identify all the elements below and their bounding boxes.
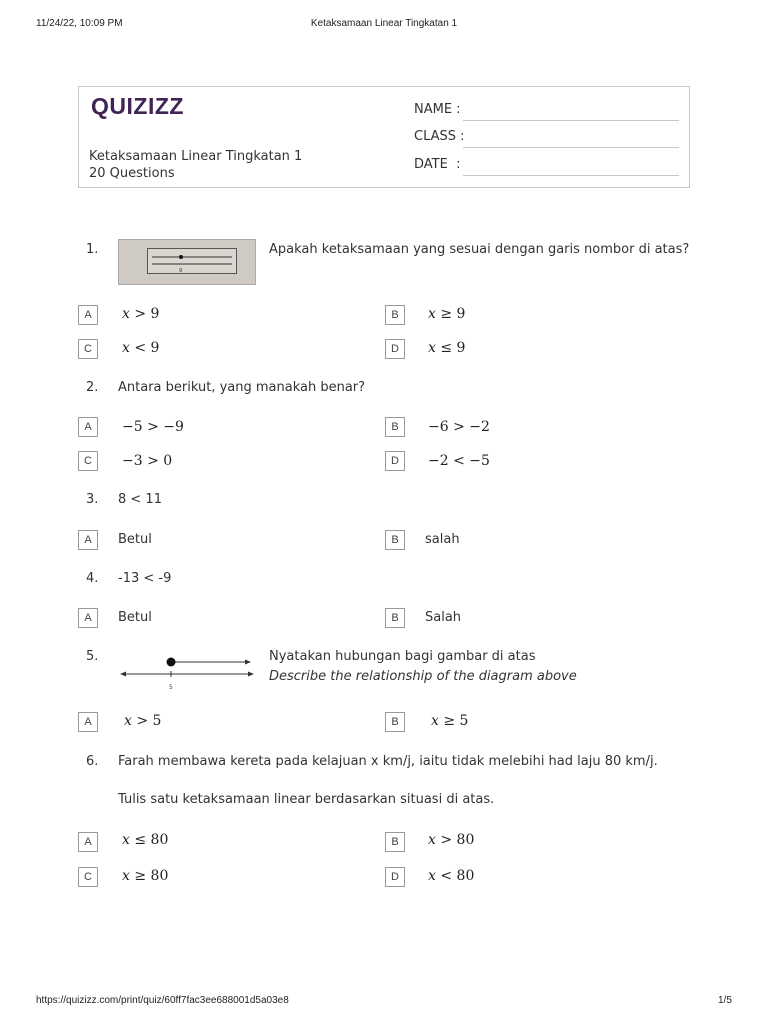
option-box-d[interactable]: D [385,451,405,471]
number-line-photo [118,239,256,285]
option-box-b[interactable]: B [385,305,405,325]
question-count: 20 Questions [89,166,175,181]
question-number: 2. [86,380,99,395]
option-d-answer[interactable]: x ≤ 9 [428,340,466,356]
option-box-a[interactable]: A [78,305,98,325]
quiz-header [78,86,690,188]
print-title: Ketaksamaan Linear Tingkatan 1 [310,18,458,29]
number-line-sketch [148,249,236,273]
question-text-2: Tulis satu ketaksamaan linear berdasarkan situasi di atas. [118,792,495,807]
quizizz-logo: QUIZIZZ [91,93,184,119]
class-label: CLASS : [414,129,465,144]
question-text: -13 < -9 [118,571,172,586]
option-a-answer[interactable]: x > 9 [122,306,160,322]
option-box-d[interactable]: D [385,867,405,887]
option-box-d[interactable]: D [385,339,405,359]
option-box-a[interactable]: A [78,712,98,732]
question-text: Antara berikut, yang manakah benar? [118,380,366,395]
print-url: https://quizizz.com/print/quiz/60ff7fac3ee688001d5a03e8 [36,995,289,1006]
quiz-title: Ketaksamaan Linear Tingkatan 1 [89,149,303,164]
date-label: DATE : [414,157,461,172]
option-b-answer[interactable]: Salah [425,610,462,625]
question-number: 3. [86,492,99,507]
option-a-answer[interactable]: Betul [118,610,152,625]
option-c-answer[interactable]: x ≥ 80 [122,868,169,884]
question-text-english: Describe the relationship of the diagram above [269,669,577,684]
option-b-answer[interactable]: x ≥ 5 [431,713,469,729]
question-text: Apakah ketaksamaan yang sesuai dengan garis nombor di atas? [269,242,690,257]
question-text: Nyatakan hubungan bagi gambar di atas [269,649,536,664]
question-text: Farah membawa kereta pada kelajuan x km/j, iaitu tidak melebihi had laju 80 km/j. [118,754,658,769]
print-page-number: 1/5 [718,995,732,1006]
print-datetime: 11/24/22, 10:09 PM [36,18,123,29]
date-field-line [463,175,679,176]
question-number: 6. [86,754,99,769]
question-number: 4. [86,571,99,586]
option-b-answer[interactable]: −6 > −2 [428,419,490,435]
option-box-a[interactable]: A [78,608,98,628]
option-box-a[interactable]: A [78,417,98,437]
question-number: 5. [86,649,99,664]
option-box-c[interactable]: C [78,867,98,887]
photo-tick-label: 9 [179,268,183,273]
option-d-answer[interactable]: −2 < −5 [428,453,490,469]
option-b-answer[interactable]: salah [425,532,460,547]
option-a-answer[interactable]: Betul [118,532,152,547]
number-line-diagram [118,650,258,694]
option-box-a[interactable]: A [78,832,98,852]
question-text: 8 < 11 [118,492,162,507]
diagram-tick-label: 5 [169,684,173,691]
option-box-a[interactable]: A [78,530,98,550]
option-c-answer[interactable]: −3 > 0 [122,453,173,469]
option-a-answer[interactable]: x ≤ 80 [122,832,169,848]
name-field-line [463,120,679,121]
option-box-c[interactable]: C [78,451,98,471]
option-box-b[interactable]: B [385,608,405,628]
option-c-answer[interactable]: x < 9 [122,340,160,356]
option-box-c[interactable]: C [78,339,98,359]
option-box-b[interactable]: B [385,530,405,550]
class-field-line [463,147,679,148]
name-label: NAME : [414,102,461,117]
option-box-b[interactable]: B [385,712,405,732]
option-a-answer[interactable]: −5 > −9 [122,419,184,435]
option-box-b[interactable]: B [385,417,405,437]
option-a-answer[interactable]: x > 5 [124,713,162,729]
option-b-answer[interactable]: x ≥ 9 [428,306,466,322]
option-d-answer[interactable]: x < 80 [428,868,475,884]
question-number: 1. [86,242,99,257]
option-b-answer[interactable]: x > 80 [428,832,475,848]
option-box-b[interactable]: B [385,832,405,852]
